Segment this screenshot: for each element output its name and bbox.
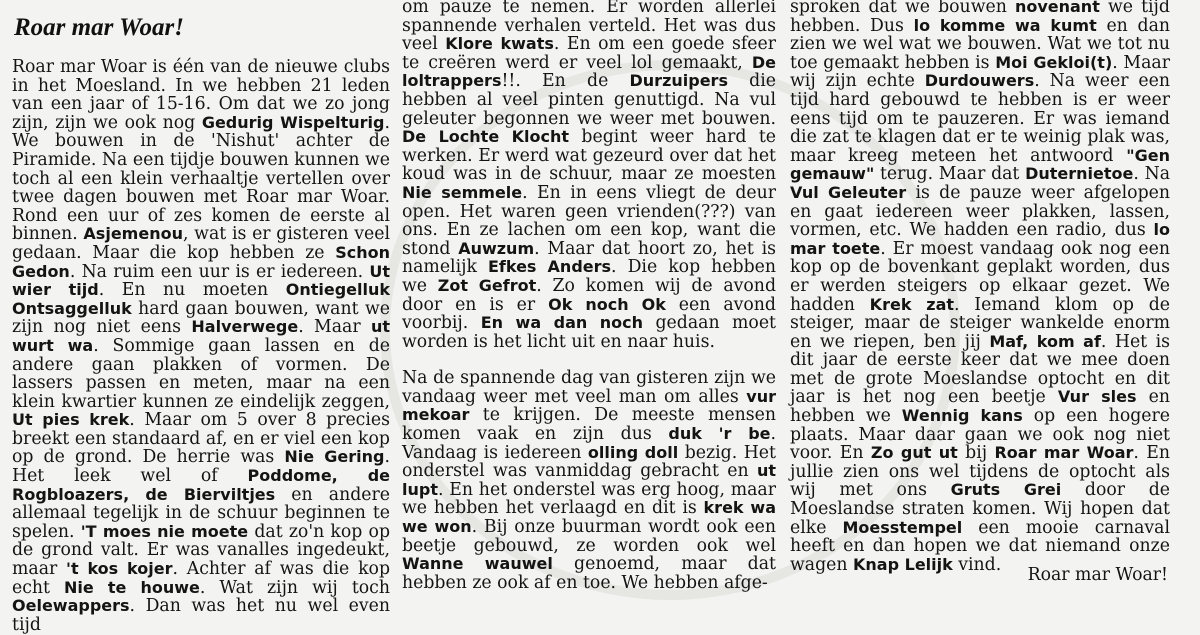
dialect-term: En wa dan noch: [480, 313, 644, 333]
dialect-term: De Lochte Klocht: [402, 127, 570, 147]
text-run: hard gaan bouwen, want we zijn nog niet eens: [12, 298, 390, 338]
dialect-term: Wennig kans: [901, 406, 1023, 426]
dialect-term: Oelewappers: [12, 596, 130, 616]
dialect-term: Gruts Grei: [950, 480, 1062, 500]
dialect-term: Klore kwats: [445, 34, 554, 54]
text-run: , wat is er gisteren veel gedaan. Maar die kop hebben ze: [12, 224, 390, 263]
paragraph-gap: [402, 351, 776, 369]
text-run: en dan zien we wel wat we bouwen. Wat we tot nu toe gemaakt hebben is: [790, 15, 1171, 73]
paragraph: [402, 369, 776, 592]
dialect-term: Nie te houwe: [64, 577, 200, 597]
text-run: . Na weer een tijd hard gebouwd te hebben is er weer eens tijd om te pauzeren. Er was iemand die zat te klagen dat er te weinig plak was, maar kreeg meteen het antwoord: [790, 71, 1170, 166]
text-run: . Maar wij zijn echte: [790, 52, 1170, 92]
text-run: !!. En de: [501, 71, 630, 92]
signature: Roar mar Woar!: [1027, 565, 1168, 585]
text-run: . Vandaag is iedereen: [402, 424, 776, 463]
dialect-term: Roar mar Woar: [994, 443, 1134, 463]
text-run: . Het is dit jaar de eerste keer dat we mee doen met de grote Moeslandse optocht en dit jaar is het nog een beetje: [790, 331, 1170, 408]
text-run: dat zo'n kop op de grond valt. Er was vanalles ingedeukt, maar: [12, 521, 391, 580]
dialect-term: olling doll: [587, 442, 679, 462]
dialect-term: Efkes Anders: [487, 257, 612, 277]
dialect-term: Knap Lelijk: [853, 554, 953, 574]
text-run: en andere allemaal tegelijk in de schuur beginnen te spelen.: [12, 484, 390, 542]
dialect-term: Ut wier tijd: [12, 261, 390, 300]
text-run: door de Moeslandse straten komen. Wij hopen dat elke: [790, 480, 1170, 538]
dialect-term: Vur sles: [1057, 387, 1137, 407]
text-run: . En nu moeten: [98, 280, 286, 301]
text-run: . En het onderstel was erg hoog, maar we hebben het verlaagd en dit is: [402, 479, 776, 519]
text-run: een avond voorbij.: [402, 294, 776, 334]
text-run: . Zo komen wij de avond door en is er: [402, 275, 777, 315]
dialect-term: novenant: [1014, 0, 1100, 16]
text-run: . En om een goede sfeer te creëren werd er veel lol gemaakt,: [402, 34, 777, 73]
dialect-term: Zot Gefrot: [437, 275, 537, 295]
dialect-term: Duternietoe: [1025, 164, 1134, 184]
text-run: op een hogere plaats. Maar daar gaan we ook nog niet voor. En: [790, 406, 1170, 464]
text-run: sproken dat we bouwen: [790, 0, 1015, 17]
text-run: Na de spannende dag van gisteren zijn we vandaag weer met veel man om alles: [402, 368, 776, 407]
text-run: . Maar dat hoort zo, het is namelijk: [402, 238, 776, 278]
dialect-term: Wanne wauwel: [402, 554, 553, 574]
text-run: die hebben al veel pinten genuttigd. Na vul geleuter begonnen we weer met bouwen.: [402, 71, 776, 129]
text-run: . Sommige gaan lassen en de andere gaan plakken of vormen. De lassers passen en meten, maar na een klein kwartier kunnen ze eindelijk zeggen,: [12, 335, 390, 412]
text-run: . Iemand klom op de steiger, maar de steiger wankelde enorm en we riepen, ben jij: [790, 294, 1171, 352]
dialect-term: 'T moes nie moete: [80, 521, 249, 541]
paragraph: [402, 0, 776, 351]
dialect-term: Schon Gedon: [12, 242, 390, 281]
dialect-term: ut lupt: [402, 461, 776, 499]
text-run: we tijd hebben. Dus: [790, 0, 1170, 36]
dialect-term: Auwzum: [458, 238, 535, 258]
dialect-term: Nie Gering: [284, 447, 385, 467]
text-run: om pauze te nemen. Er worden allerlei spannende verhalen verteld. Het was dus veel: [402, 0, 776, 55]
paragraph: [790, 0, 1170, 574]
text-run: . Bij onze buurman wordt ook een beetje gebouwd, ze worden ook wel: [402, 517, 776, 556]
column-3: [790, 0, 1170, 574]
dialect-term: Durdouwers: [924, 71, 1035, 91]
dialect-term: Ontiegelluk Ontsaggelluk: [12, 280, 390, 318]
paragraph: [12, 58, 390, 634]
dialect-term: krek wa we won: [402, 498, 777, 537]
text-run: bezig. Het onderstel was vanmiddag gebracht en: [402, 442, 776, 482]
dialect-term: Gedurig Wispelturig: [201, 112, 385, 132]
text-run: . Na ruim een uur is er iedereen.: [69, 261, 370, 282]
dialect-term: Halverwege: [191, 317, 299, 337]
dialect-term: Maf, kom af: [989, 331, 1101, 351]
dialect-term: Ok noch Ok: [548, 294, 666, 314]
text-run: . We bouwen in de 'Nishut' achter de Piramide. Na een tijdje bouwen kunnen we toch al een klein verhaaltje vertellen over twee dagen bouwen met Roar mar Woar. Rond een uur of zes komen de eerste al binnen.: [12, 112, 390, 245]
column-2: [402, 0, 776, 592]
dialect-term: duk 'r be: [668, 424, 771, 444]
text-run: en hebben we: [790, 387, 1171, 427]
text-run: gedaan moet worden is het licht uit en naar huis.: [402, 313, 776, 352]
dialect-term: Poddome, de Rogbloazers, de Bierviltjes: [12, 466, 391, 504]
text-run: bij: [957, 443, 995, 464]
text-run: is de pauze weer afgelopen en gaat iedereen weer plakken, lassen, vormen, etc. We hadden een radio, dus: [790, 182, 1171, 241]
dialect-term: Durzuipers: [629, 71, 728, 91]
article-title: Roar mar Woar!: [14, 14, 184, 41]
text-run: een mooie carnaval heeft en dan hopen we dat niemand onze wagen: [790, 517, 1171, 575]
text-run: . Dan was het nu wel even tijd: [12, 596, 390, 635]
dialect-term: 't kos kojer: [66, 559, 173, 579]
text-run: genoemd, maar dat hebben ze ook af en toe. We hebben afge-: [402, 554, 776, 593]
text-run: . Maar: [298, 317, 371, 338]
column-1: [12, 58, 390, 634]
text-run: . En in eens vliegt de deur open. Het waren geen vrienden(???) van ons. En ze lachen om een kop, want die stond: [402, 182, 777, 259]
text-run: begint weer hard te werken. Er werd wat gezeurd over dat het koud was in de schuur, maar ze moesten: [402, 127, 776, 185]
dialect-term: vur mekoar: [402, 386, 776, 425]
text-run: . Achter af was die kop echt: [12, 559, 391, 598]
dialect-term: ut wurt wa: [12, 317, 390, 355]
dialect-term: lo komme wa kumt: [913, 15, 1097, 35]
text-run: te krijgen. De meeste mensen komen vaak en zijn dus: [402, 405, 776, 445]
text-run: . En jullie zien ons wel tijdens de optocht als wij met ons: [790, 443, 1171, 501]
text-run: Roar mar Woar is één van de nieuwe clubs in het Moesland. In we hebben 21 leden van een jaar of 15-16. Om dat we zo jong zijn, zijn we ook nog: [12, 57, 390, 133]
text-run: terug. Maar dat: [874, 164, 1026, 185]
dialect-term: Vul Geleuter: [790, 182, 907, 202]
text-run: . Er moest vandaag ook nog een kop op de bovenkant geplakt worden, dus er werden steigers op elkaar gezet. We hadden: [790, 238, 1171, 315]
dialect-term: "Gen gemauw": [790, 145, 1170, 184]
dialect-term: Moi Gekloi(t): [995, 52, 1113, 72]
text-run: . Na: [1133, 164, 1170, 185]
dialect-term: Moesstempel: [842, 517, 963, 537]
dialect-term: Ut pies krek: [12, 410, 130, 430]
dialect-term: De loltrappers: [402, 52, 776, 91]
text-run: . Wat zijn wij toch: [199, 577, 390, 598]
text-run: . Die kop hebben we: [402, 257, 776, 296]
dialect-term: lo mar toete: [790, 220, 1170, 258]
dialect-term: Asjemenou: [83, 224, 183, 244]
dialect-term: Zo gut ut: [870, 443, 958, 463]
text-run: vind.: [952, 554, 1002, 575]
dialect-term: Nie semmele: [402, 182, 523, 202]
text-run: . Maar om 5 over 8 precies breekt een standaard af, en er viel een kop op de grond. De herrie was: [12, 410, 390, 468]
text-run: . Het leek wel of: [12, 447, 391, 487]
dialect-term: Krek zat: [869, 294, 955, 314]
